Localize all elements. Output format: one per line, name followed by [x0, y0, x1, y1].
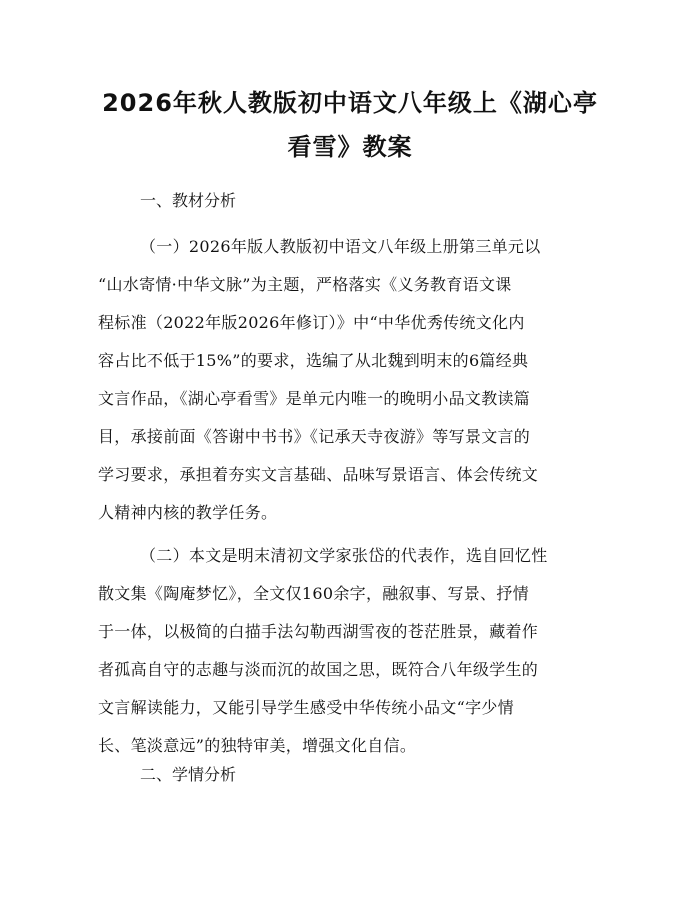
paragraph-1-line-6: 目，承接前面《答谢中书书》《记承天寺夜游》等写景文言的 — [98, 427, 531, 446]
paragraph-1-line-8: 人精神内核的教学任务。 — [98, 503, 278, 522]
paragraph-1-line-3: 程标准（2022年版2026年修订）》中“中华优秀传统文化内 — [98, 313, 525, 332]
paragraph-2-line-6: 长、笔淡意远”的独特审美，增强文化自信。 — [98, 736, 417, 755]
paragraph-1-line-4: 容占比不低于15%”的要求，选编了从北魏到明末的6篇经典 — [98, 351, 529, 370]
paragraph-1-line-5: 文言作品，《湖心亭看雪》是单元内唯一的晚明小品文教读篇 — [98, 389, 531, 408]
paragraph-2-line-3: 于一体，以极简的白描手法勾勒西湖雪夜的苍茫胜景，藏着作 — [98, 622, 539, 641]
paragraph-2-line-5: 文言解读能力，又能引导学生感受中华传统小品文“字少情 — [98, 698, 514, 717]
section-heading-textbook-analysis: 一、教材分析 — [140, 191, 237, 210]
document-title-line-1: 2026年秋人教版初中语文八年级上《湖心亭 — [102, 89, 598, 117]
document-title-line-2: 看雪》教案 — [287, 133, 413, 161]
paragraph-1-line-7: 学习要求，承担着夯实文言基础、品味写景语言、体会传统文 — [98, 465, 539, 484]
paragraph-2-line-2: 散文集《陶庵梦忆》，全文仅160余字，融叙事、写景、抒情 — [98, 584, 529, 603]
paragraph-1-line-2: “山水寄情·中华文脉”为主题，严格落实《义务教育语文课 — [98, 275, 512, 294]
paragraph-2-line-1: （二）本文是明末清初文学家张岱的代表作，选自回忆性 — [140, 546, 548, 565]
section-heading-learner-analysis: 二、学情分析 — [140, 765, 237, 784]
paragraph-2-line-4: 者孤高自守的志趣与淡而沉的故国之思，既符合八年级学生的 — [98, 660, 539, 679]
paragraph-1-line-1: （一）2026年版人教版初中语文八年级上册第三单元以 — [140, 237, 541, 256]
